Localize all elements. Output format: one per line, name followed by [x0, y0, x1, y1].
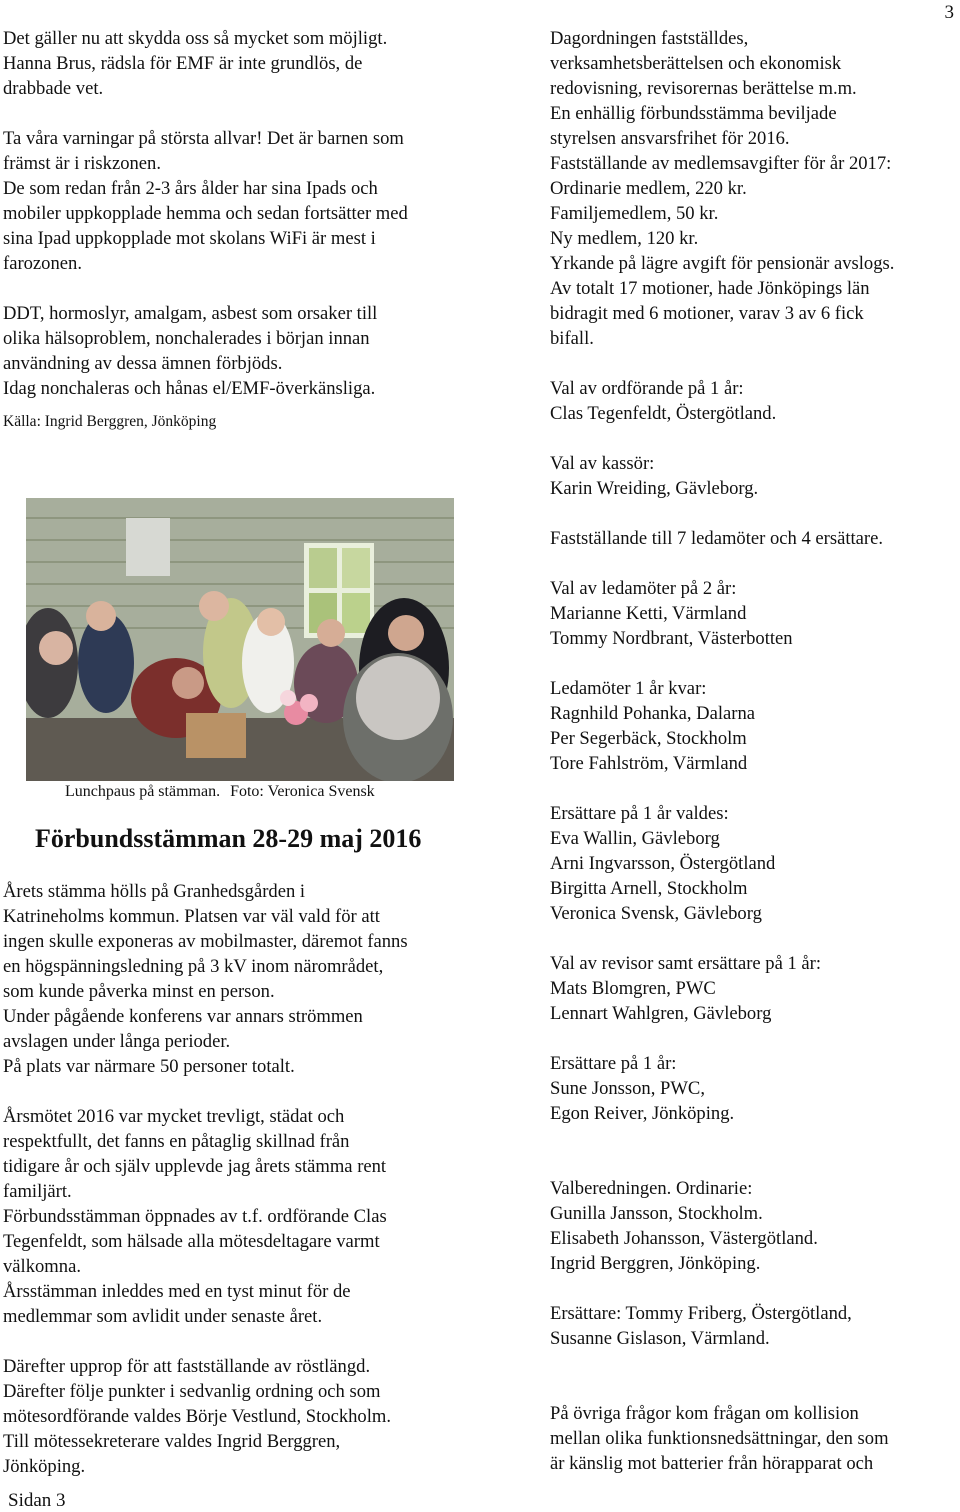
text-line: Ledamöter 1 år kvar:: [550, 678, 707, 699]
text-line: Dagordningen fastställdes,: [550, 28, 749, 49]
text-line: Valberedningen. Ordinarie:: [550, 1178, 753, 1199]
text-line: Arni Ingvarsson, Östergötland: [550, 853, 776, 874]
paragraph-gap: [3, 1329, 498, 1354]
text-line: verksamhetsberättelsen och ekonomisk: [550, 53, 842, 74]
text-line: Årsmötet 2016 var mycket trevligt, städat och: [3, 1106, 345, 1127]
text-line: Årets stämma hölls på Granhedsgården i: [3, 881, 306, 902]
text-line: som kunde påverka minst en person.: [3, 981, 275, 1002]
lunch-photo-image: [26, 498, 454, 781]
text-line: DDT, hormoslyr, amalgam, asbest som orsaker till: [3, 303, 378, 324]
text-line: Val av ledamöter på 2 år:: [550, 578, 737, 599]
text-line: medlemmar som avlidit under senaste året.: [3, 1306, 323, 1327]
text-line: Av totalt 17 motioner, hade Jönköpings län: [550, 278, 870, 299]
text-line: Val av revisor samt ersättare på 1 år:: [550, 953, 822, 974]
text-line: främst är i riskzonen.: [3, 153, 161, 174]
photo-caption: [65, 781, 381, 803]
text-line: Fastställande av medlemsavgifter för år 2017:: [550, 153, 892, 174]
text-line: Lennart Wahlgren, Gävleborg: [550, 1003, 772, 1024]
article-headline: Förbundsstämman 28-29 maj 2016: [35, 824, 422, 853]
lunch-photo: [26, 498, 454, 781]
paragraph-gap: [3, 276, 493, 301]
text-line: Till mötessekreterare valdes Ingrid Berggren,: [3, 1431, 341, 1452]
intro-paragraphs: [3, 26, 493, 401]
text-line: redovisning, revisorernas berättelse m.m.: [550, 78, 857, 99]
text-line: Familjemedlem, 50 kr.: [550, 203, 719, 224]
text-line: Tommy Nordbrant, Västerbotten: [550, 628, 793, 649]
text-line: Därefter följe punkter i sedvanlig ordning och som: [3, 1381, 381, 1402]
text-line: styrelsen ansvarsfrihet för 2016.: [550, 128, 790, 149]
text-line: respektfullt, det fanns en påtaglig skillnad från: [3, 1131, 350, 1152]
text-line: Idag nonchaleras och hånas el/EMF-överkänsliga.: [3, 378, 376, 399]
text-line: Årsstämman inleddes med en tyst minut för de: [3, 1281, 351, 1302]
article-text-column: [3, 879, 498, 1479]
paragraph-gap: [550, 1151, 960, 1176]
text-line: avslagen under långa perioder.: [3, 1031, 231, 1052]
text-line: sina Ipad uppkopplade mot skolans WiFi är mest i: [3, 228, 376, 249]
paragraph-gap: [550, 1276, 960, 1301]
text-line: användning av dessa ämnen förbjöds.: [3, 353, 283, 374]
text-line: Ingrid Berggren, Jönköping.: [550, 1253, 761, 1274]
text-line: Ordinarie medlem, 220 kr.: [550, 178, 747, 199]
paragraph-gap: [550, 426, 960, 451]
text-line: En enhällig förbundsstämma beviljade: [550, 103, 837, 124]
text-line: Det gäller nu att skydda oss så mycket som möjligt.: [3, 28, 388, 49]
paragraph-gap: [3, 1079, 498, 1104]
text-line: Ersättare: Tommy Friberg, Östergötland,: [550, 1303, 852, 1324]
text-line: Ragnhild Pohanka, Dalarna: [550, 703, 755, 724]
source-note: Källa: Ingrid Berggren, Jönköping: [3, 413, 217, 430]
text-line: Mats Blomgren, PWC: [550, 978, 716, 999]
paragraph-gap: [550, 351, 960, 376]
text-line: Därefter upprop för att fastställande av röstlängd.: [3, 1356, 371, 1377]
text-line: mellan olika funktionsnedsättningar, den som: [550, 1428, 889, 1449]
text-line: Ny medlem, 120 kr.: [550, 228, 699, 249]
text-line: Val av ordförande på 1 år:: [550, 378, 744, 399]
text-line: mobiler uppkopplade hemma och sedan fortsätter med: [3, 203, 408, 224]
paragraph-gap: [550, 1026, 960, 1051]
intro-text-column: [3, 26, 493, 433]
text-line: Ersättare på 1 år:: [550, 1053, 677, 1074]
text-line: farozonen.: [3, 253, 82, 274]
text-line: Hanna Brus, rädsla för EMF är inte grundlös, de: [3, 53, 363, 74]
text-line: är känslig mot batterier från hörapparat och: [550, 1453, 874, 1474]
text-line: olika hälsoproblem, nonchalerades i början innan: [3, 328, 370, 349]
page-number: 3: [944, 2, 954, 23]
text-line: ingen skulle exponeras av mobilmaster, däremot fanns: [3, 931, 408, 952]
right-text-column: [550, 26, 960, 1476]
paragraph-gap: [550, 776, 960, 801]
text-line: Katrineholms kommun. Platsen var väl vald för att: [3, 906, 380, 927]
paragraph-gap: [550, 1376, 960, 1401]
page-footer: Sidan 3: [8, 1490, 66, 1511]
paragraph-gap: [550, 1126, 960, 1151]
text-line: drabbade vet.: [3, 78, 104, 99]
text-line: Sune Jonsson, PWC,: [550, 1078, 705, 1099]
text-line: Susanne Gislason, Värmland.: [550, 1328, 770, 1349]
text-line: Elisabeth Johansson, Västergötland.: [550, 1228, 818, 1249]
text-line: Gunilla Jansson, Stockholm.: [550, 1203, 763, 1224]
text-line: Marianne Ketti, Värmland: [550, 603, 747, 624]
photo-caption-text: Lunchpaus på stämman.: [65, 783, 221, 800]
paragraph-gap: [3, 101, 493, 126]
text-line: Yrkande på lägre avgift för pensionär avslogs.: [550, 253, 895, 274]
text-line: Per Segerbäck, Stockholm: [550, 728, 747, 749]
text-line: Ersättare på 1 år valdes:: [550, 803, 729, 824]
text-line: tidigare år och själv upplevde jag årets stämma rent: [3, 1156, 387, 1177]
text-line: familjärt.: [3, 1181, 72, 1202]
text-line: Jönköping.: [3, 1456, 86, 1477]
text-line: Ta våra varningar på största allvar! Det är barnen som: [3, 128, 404, 149]
text-line: välkomna.: [3, 1256, 81, 1277]
text-line: Tegenfeldt, som hälsade alla mötesdeltagare varmt: [3, 1231, 380, 1252]
text-line: De som redan från 2-3 års ålder har sina Ipads och: [3, 178, 378, 199]
text-line: Veronica Svensk, Gävleborg: [550, 903, 762, 924]
text-line: en högspänningsledning på 3 kV inom närområdet,: [3, 956, 384, 977]
text-line: Birgitta Arnell, Stockholm: [550, 878, 748, 899]
text-line: Fastställande till 7 ledamöter och 4 ersättare.: [550, 528, 884, 549]
text-line: Under pågående konferens var annars strömmen: [3, 1006, 363, 1027]
text-line: bidragit med 6 motioner, varav 3 av 6 fick: [550, 303, 864, 324]
text-line: Tore Fahlström, Värmland: [550, 753, 748, 774]
text-line: På övriga frågor kom frågan om kollision: [550, 1403, 859, 1424]
photo-credit: Foto: Veronica Svensk: [230, 783, 375, 800]
text-line: Förbundsstämman öppnades av t.f. ordförande Clas: [3, 1206, 387, 1227]
text-line: Clas Tegenfeldt, Östergötland.: [550, 403, 777, 424]
paragraph-gap: [550, 651, 960, 676]
paragraph-gap: [550, 1351, 960, 1376]
paragraph-gap: [550, 501, 960, 526]
text-line: Val av kassör:: [550, 453, 655, 474]
text-line: På plats var närmare 50 personer totalt.: [3, 1056, 295, 1077]
text-line: bifall.: [550, 328, 594, 349]
text-line: Karin Wreiding, Gävleborg.: [550, 478, 759, 499]
paragraph-gap: [550, 551, 960, 576]
text-line: mötesordförande valdes Börje Vestlund, Stockholm.: [3, 1406, 391, 1427]
text-line: Eva Wallin, Gävleborg: [550, 828, 720, 849]
paragraph-gap: [550, 926, 960, 951]
text-line: Egon Reiver, Jönköping.: [550, 1103, 735, 1124]
